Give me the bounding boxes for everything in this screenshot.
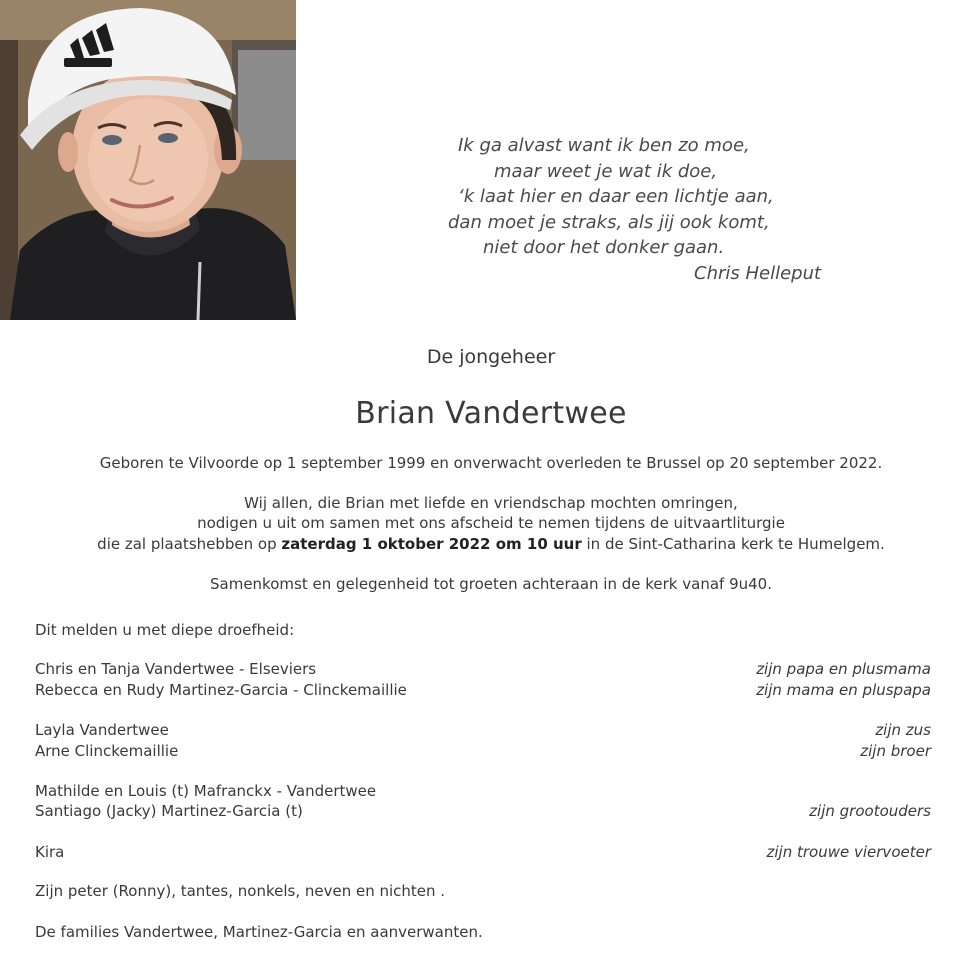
family-name: Kira bbox=[35, 843, 65, 861]
family-name: Arne Clinckemaillie bbox=[35, 742, 179, 760]
birth-death-text: Geboren te Vilvoorde op 1 september 1999 en onverwacht overleden te Brussel op 20 september 2022. bbox=[99, 454, 883, 472]
poem bbox=[420, 133, 840, 286]
family-row bbox=[35, 721, 931, 739]
salutation: De jongeheer bbox=[426, 346, 556, 368]
family-name: Santiago (Jacky) Martinez-Garcia (t) bbox=[35, 802, 303, 820]
family-row bbox=[35, 681, 931, 699]
extended-family-row bbox=[35, 882, 931, 900]
family-relation: zijn broer bbox=[860, 742, 931, 760]
family-row bbox=[35, 742, 931, 760]
invitation-line-1: Wij allen, die Brian met liefde en vriendschap mochten omringen, bbox=[244, 494, 738, 512]
families-text: De families Vandertwee, Martinez-Garcia en aanverwanten. bbox=[35, 923, 483, 941]
extended-family-text: Zijn peter (Ronny), tantes, nonkels, neven en nichten . bbox=[35, 882, 446, 900]
announcement-row bbox=[35, 621, 931, 639]
family-relation: zijn mama en pluspapa bbox=[756, 681, 931, 699]
poem-line: Ik ga alvast want ik ben zo moe, bbox=[458, 135, 750, 156]
family-name: Layla Vandertwee bbox=[35, 721, 169, 739]
family-name: Rebecca en Rudy Martinez-Garcia - Clinckemaillie bbox=[35, 681, 407, 699]
poem-author: Chris Helleput bbox=[694, 262, 822, 284]
families-row bbox=[35, 923, 931, 941]
invitation-line-2: nodigen u uit om samen met ons afscheid te nemen tijdens de uitvaartliturgie bbox=[197, 514, 785, 532]
family-name: Mathilde en Louis (t) Mafranckx - Vandertwee bbox=[35, 782, 377, 800]
family-row bbox=[35, 660, 931, 678]
family-relation: zijn trouwe viervoeter bbox=[766, 843, 931, 861]
portrait-photo bbox=[0, 0, 296, 320]
announcement-text: Dit melden u met diepe droefheid: bbox=[35, 621, 295, 639]
family-row bbox=[35, 843, 931, 861]
gathering-text: Samenkomst en gelegenheid tot groeten achteraan in de kerk vanaf 9u40. bbox=[210, 575, 772, 593]
invitation-line-3-pre: die zal plaatshebben op bbox=[97, 535, 282, 553]
poem-line: ‘k laat hier en daar een lichtje aan, bbox=[458, 186, 774, 207]
family-relation: zijn zus bbox=[875, 721, 931, 739]
ceremony-date: zaterdag 1 oktober 2022 om 10 uur bbox=[281, 535, 582, 553]
poem-line: dan moet je straks, als jij ook komt, bbox=[448, 211, 770, 233]
poem-line: maar weet je wat ik doe, bbox=[494, 160, 718, 182]
family-relation: zijn grootouders bbox=[809, 802, 931, 820]
family-row bbox=[35, 782, 931, 800]
invitation-line-3-post: in de Sint-Catharina kerk te Humelgem. bbox=[581, 535, 885, 553]
invitation-line-3 bbox=[0, 535, 960, 553]
family-relation: zijn papa en plusmama bbox=[756, 660, 931, 678]
family-name: Chris en Tanja Vandertwee - Elseviers bbox=[35, 660, 317, 678]
poem-line: niet door het donker gaan. bbox=[483, 237, 725, 258]
family-row bbox=[35, 802, 931, 820]
deceased-name: Brian Vandertwee bbox=[355, 396, 627, 431]
